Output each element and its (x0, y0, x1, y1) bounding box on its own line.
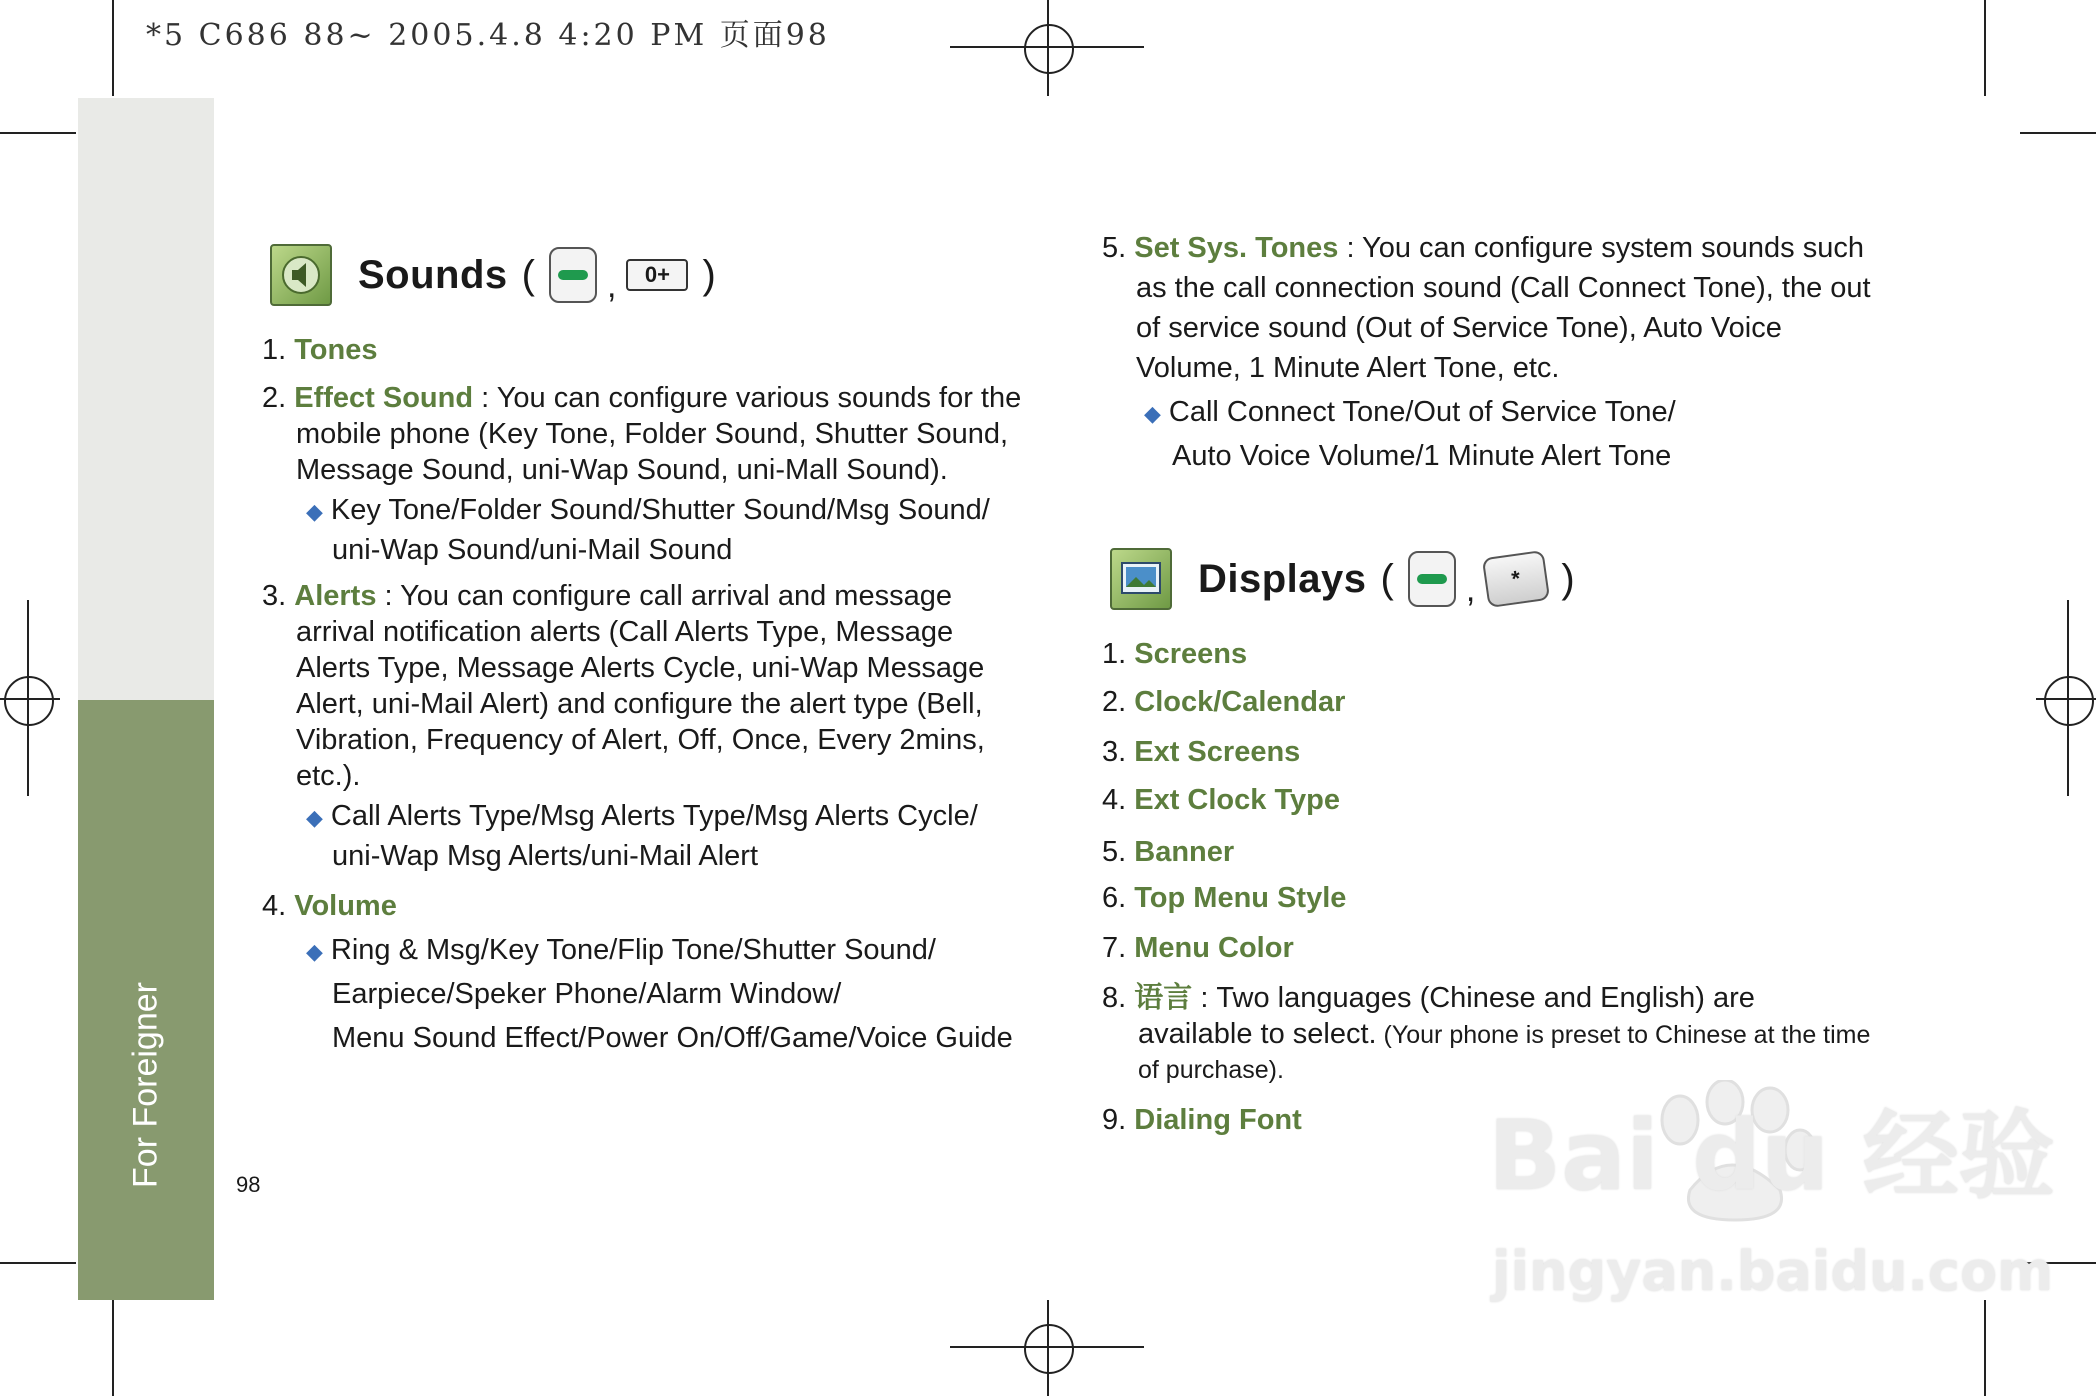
sub-option-line: ◆ Call Connect Tone/Out of Service Tone/ (1144, 396, 1676, 428)
side-tab-label: For Foreigner (126, 982, 165, 1188)
diamond-bullet-icon: ◆ (306, 805, 323, 830)
crop-mark (112, 1300, 114, 1396)
sub-option-line: ◆ Key Tone/Folder Sound/Shutter Sound/Msg Sound/ (306, 494, 990, 526)
list-item: 7. Menu Color (1102, 932, 1294, 964)
crop-mark (0, 1262, 76, 1264)
item-term: Clock/Calendar (1134, 686, 1346, 718)
item-term: Screens (1134, 638, 1248, 670)
side-tab-top (78, 98, 214, 700)
list-item: 5. Set Sys. Tones : You can configure system sounds such (1102, 232, 1864, 264)
diamond-bullet-icon: ◆ (306, 499, 323, 524)
item-term: Set Sys. Tones (1134, 232, 1339, 264)
list-item: 6. Top Menu Style (1102, 882, 1347, 914)
registration-mark (4, 676, 54, 726)
list-item: 2. Effect Sound : You can configure various sounds for the (262, 382, 1022, 414)
item-term: 语言 (1134, 982, 1193, 1014)
watermark-url: jingyan.baidu.com (1492, 1240, 2054, 1303)
item-note: of purchase). (1138, 1056, 1284, 1084)
displays-title: Displays (1198, 556, 1367, 601)
list-item: 4. Ext Clock Type (1102, 784, 1340, 816)
crop-mark (2020, 132, 2096, 134)
sub-option-line: Menu Sound Effect/Power On/Off/Game/Voice Guide (332, 1022, 1013, 1054)
crop-mark (1984, 1300, 1986, 1396)
item-term: Dialing Font (1134, 1104, 1302, 1136)
comma: , (607, 267, 617, 305)
comma: , (1465, 571, 1476, 609)
list-item: 2. Clock/Calendar (1102, 686, 1346, 718)
open-paren: ( (1380, 556, 1394, 601)
watermark-logo: Bai du 经验 (1488, 1100, 2055, 1212)
item-description: Alert, uni-Mail Alert) and configure the alert type (Bell, (296, 688, 983, 720)
sub-option-line: Earpiece/Speker Phone/Alarm Window/ (332, 978, 842, 1010)
list-item: 1. Tones (262, 334, 378, 366)
open-paren: ( (521, 252, 535, 297)
item-term: Volume (294, 890, 397, 922)
displays-header (1110, 548, 1589, 610)
sub-option-line: uni-Wap Sound/uni-Mail Sound (332, 534, 733, 566)
sounds-title: Sounds (358, 252, 508, 297)
sounds-header (270, 244, 730, 306)
sub-option-line: uni-Wap Msg Alerts/uni-Mail Alert (332, 840, 759, 872)
menu-key-icon (1408, 551, 1456, 607)
item-description: Vibration, Frequency of Alert, Off, Once, Every 2mins, (296, 724, 985, 756)
zero-key-icon: 0+ (626, 259, 688, 291)
registration-mark (1024, 1324, 1074, 1374)
item-description: arrival notification alerts (Call Alerts Type, Message (296, 616, 954, 648)
item-description: etc.). (296, 760, 361, 792)
page-number: 98 (236, 1172, 261, 1197)
star-key-icon: * (1482, 550, 1550, 608)
display-screen-icon (1110, 548, 1172, 610)
list-item: 9. Dialing Font (1102, 1104, 1302, 1136)
item-description: Volume, 1 Minute Alert Tone, etc. (1136, 352, 1560, 384)
item-term: Tones (294, 334, 378, 366)
registration-mark (2044, 676, 2094, 726)
crop-mark (1984, 0, 1986, 96)
item-term: Ext Clock Type (1134, 784, 1340, 816)
item-description: Message Sound, uni-Wap Sound, uni-Mall Sound). (296, 454, 948, 486)
diamond-bullet-icon: ◆ (306, 939, 323, 964)
registration-mark (1024, 24, 1074, 74)
sub-option-line: ◆ Ring & Msg/Key Tone/Flip Tone/Shutter Sound/ (306, 934, 936, 966)
item-description: available to select. (Your phone is preset to Chinese at the time (1138, 1018, 1871, 1050)
item-term: Menu Color (1134, 932, 1294, 964)
list-item: 3. Ext Screens (1102, 736, 1301, 768)
sub-option-line: ◆ Call Alerts Type/Msg Alerts Type/Msg Alerts Cycle/ (306, 800, 978, 832)
diamond-bullet-icon: ◆ (1144, 401, 1161, 426)
item-term: Top Menu Style (1134, 882, 1347, 914)
menu-key-icon (549, 247, 597, 303)
print-header: *5 C686 88~ 2005.4.8 4:20 PM 页面98 (146, 18, 830, 53)
list-item: 4. Volume (262, 890, 397, 922)
item-term: Effect Sound (294, 382, 474, 414)
list-item: 3. Alerts : You can configure call arrival and message (262, 580, 952, 612)
item-term: Banner (1134, 836, 1235, 868)
speaker-icon (270, 244, 332, 306)
item-term: Ext Screens (1134, 736, 1301, 768)
item-description: mobile phone (Key Tone, Folder Sound, Shutter Sound, (296, 418, 1009, 450)
list-item: 5. Banner (1102, 836, 1235, 868)
crop-mark (112, 0, 114, 96)
item-description: Alerts Type, Message Alerts Cycle, uni-Wap Message (296, 652, 985, 684)
sub-option-line: Auto Voice Volume/1 Minute Alert Tone (1172, 440, 1672, 472)
list-item: 8. 语言 : Two languages (Chinese and English) are (1102, 982, 1755, 1014)
item-term: Alerts (294, 580, 377, 612)
list-item: 1. Screens (1102, 638, 1248, 670)
crop-mark (0, 132, 76, 134)
item-description: of service sound (Out of Service Tone), Auto Voice (1136, 312, 1782, 344)
close-paren: ) (702, 252, 716, 297)
item-description: as the call connection sound (Call Connect Tone), the out (1136, 272, 1871, 304)
close-paren: ) (1561, 556, 1575, 601)
